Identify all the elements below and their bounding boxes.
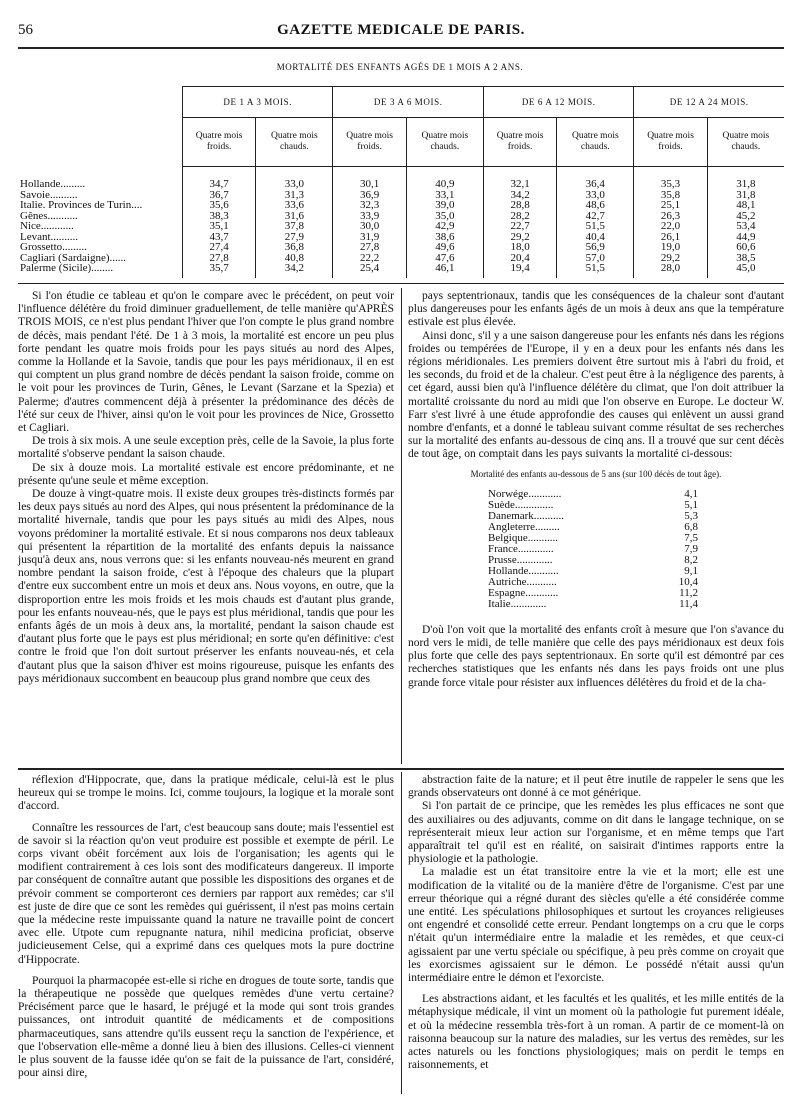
paragraph: abstraction faite de la nature; et il peut être inutile de rappeler le sens que les grands observateurs ont donné à ce mot générique. bbox=[408, 774, 784, 800]
country-cell: Nice............ bbox=[20, 220, 74, 232]
value-cell: 27,4 bbox=[183, 242, 256, 253]
value-cell: 25,4 bbox=[333, 263, 406, 278]
value-cell: 40,8 bbox=[256, 253, 333, 264]
paragraph: pays septentrionaux, tandis que les conséquences de la chaleur sont d'autant plus dangereuses pour les enfants âgés de un mois à deux ans que la température estivale est plus élevée. bbox=[408, 290, 784, 329]
value-cell: 6,8 bbox=[684, 520, 698, 533]
value-cell: 34,7 bbox=[183, 167, 256, 190]
value-cell: 31,8 bbox=[707, 190, 784, 201]
value-cell: 9,1 bbox=[684, 564, 698, 577]
value-cell: 57,0 bbox=[557, 253, 634, 264]
value-cell: 28,0 bbox=[634, 263, 707, 278]
column-rule bbox=[401, 772, 402, 1094]
country-cell: Espagne............ bbox=[488, 586, 559, 599]
value-cell: 47,6 bbox=[406, 253, 483, 264]
value-cell: 5,3 bbox=[684, 509, 698, 522]
value-cell: 35,7 bbox=[183, 263, 256, 278]
value-cell: 4,1 bbox=[684, 487, 698, 500]
subheader-cold: Quatre mois froids. bbox=[634, 118, 707, 167]
value-cell: 34,2 bbox=[483, 190, 556, 201]
paragraph: Connaître les ressources de l'art, c'est beaucoup sans doute; mais l'essentiel est de savoir si la réaction qu'on veut produire est possible et exempte de péril. Le corps vivant obéit forcément aux lois de l'organisation; les agents qui le modifient contrairement à ces lois sont des modificateurs dangereux. Il importe par conséquent de connaître autant que possible les dispositions des organes et de prévoir comment se comporteront ces derniers par rapport aux remèdes; car s'il est juste de dire que ce sont les remèdes qui guérissent, il n'est pas moins certain que la médecine reste impuissante quand la nature ne travaille point de concert avec elle. Utpote cum repugnante natura, nihil medicina proficiat, observe judicieusement Celse, qui a exprimé dans ces quelques mots la pure doctrine d'Hippocrate. bbox=[18, 821, 394, 966]
group-header: DE 12 A 24 MOIS. bbox=[634, 87, 784, 118]
paragraph: De six à douze mois. La mortalité estivale est encore prédominante, et ne présente qu'une seule et même exception. bbox=[18, 461, 394, 487]
value-cell: 35,8 bbox=[634, 190, 707, 201]
value-cell: 27,9 bbox=[256, 232, 333, 243]
text-column-left bbox=[18, 290, 394, 686]
value-cell: 36,8 bbox=[256, 242, 333, 253]
paragraph: Si l'on partait de ce principe, que les remèdes les plus efficaces ne sont que des auxiliaires ou des adjuvants, comme on dit dans le langage technique, on se représenterait mieux leur action sur l'organisme, et en même temps que l'art apparaîtrait tel qu'il est en réalité, on saisirait d'intimes rapports entre la physiologie et la pathologie. bbox=[408, 800, 784, 866]
section-rule bbox=[18, 768, 784, 770]
value-cell: 22,7 bbox=[483, 221, 556, 232]
country-cell: Belgique........... bbox=[488, 531, 558, 544]
value-cell: 26,1 bbox=[634, 232, 707, 243]
value-cell: 11,2 bbox=[679, 586, 698, 599]
paragraph: Pourquoi la pharmacopée est-elle si riche en drogues de toute sorte, tandis que la thérapeutique ne possède que quelques remèdes d'une vertu certaine? Précisément parce que le hasard, le préjugé et la mode qui sont trois grandes puissances, ont introduit quantité de médicaments et de compositions pharmaceutiques, sans attendre qu'ils eussent reçu la sanction de l'expérience, et que l'observation elle-même a donné lieu à bien des illusions. Celles-ci viennent le plus souvent de la fausse idée qu'on se fait de la puissance de l'art, considéré, pour ainsi dire, bbox=[18, 974, 394, 1080]
value-cell: 38,5 bbox=[707, 253, 784, 264]
value-cell: 28,2 bbox=[483, 211, 556, 222]
subheader-cold: Quatre mois froids. bbox=[183, 118, 256, 167]
table-row bbox=[488, 599, 698, 610]
paragraph: Les abstractions aidant, et les facultés et les qualités, et les mille entités de la métaphysique médicale, il vint un moment où la pathologie fut purement idéale, et où la médecine ressembla très-fort à un roman. A partir de ce moment-là on raisonna beaucoup sur la nature des maladies, sur les vertus des remèdes, sur les actes naturels ou les fonctions physiologiques; mais on perdit le temps en raisonnements, et bbox=[408, 993, 784, 1072]
value-cell: 60,6 bbox=[707, 242, 784, 253]
country-cell: France............. bbox=[488, 542, 554, 555]
value-cell: 7,9 bbox=[684, 542, 698, 555]
value-cell: 27,8 bbox=[333, 242, 406, 253]
country-cell: Grossetto......... bbox=[20, 241, 87, 253]
subheader-warm: Quatre mois chauds. bbox=[406, 118, 483, 167]
value-cell: 28,8 bbox=[483, 200, 556, 211]
paragraph: De douze à vingt-quatre mois. Il existe deux groupes très-distincts formés par les deux pays situés au nord des Alpes, qui nous présentent la prédominance de la mortalité hivernale, tandis que pour les pays situés au midi des Alpes, nous voyons prédominer la mortalité estivale. Et si nous comparons nos deux tableaux qui présentent la répartition de la mortalité des enfants depuis la naissance jusqu'à deux ans, nous verrons que: si les enfants nouveau-nés meurent en grand nombre pendant la saison froide, c'est à l'époque des chaleurs que la plupart d'entre eux succombent entre un mois et deux ans. Nous voyons, en outre, que la disproportion entre les mois froids et les mois chauds est d'autant plus grande, pour les enfants nouveau-nés, que le pays est plus méridional, tandis que pour les enfants âgés de un mois à deux ans, la mortalité, pendant la saison chaude est d'autant plus forte que le pays est plus méridional; en sorte qu'en définitive: c'est contre le froid que l'on doit surtout préserver les enfants nouveau-nés, et cela d'autant plus que la saison d'hiver est moins rigoureuse, puisque les enfants des pays méridionaux succombent en beaucoup plus grand nombre que ceux des bbox=[18, 488, 394, 685]
under5-table bbox=[488, 489, 698, 610]
country-cell: Suède.............. bbox=[488, 498, 554, 511]
country-cell: Hollande........... bbox=[488, 564, 559, 577]
value-cell: 19,4 bbox=[483, 263, 556, 278]
value-cell: 27,8 bbox=[183, 253, 256, 264]
country-cell: Cagliari (Sardaigne)...... bbox=[20, 251, 126, 264]
country-cell: Norwége............ bbox=[488, 487, 562, 500]
value-cell: 35,1 bbox=[183, 221, 256, 232]
table-row bbox=[18, 242, 784, 253]
value-cell: 26,3 bbox=[634, 211, 707, 222]
value-cell: 31,8 bbox=[707, 167, 784, 190]
value-cell: 33,1 bbox=[406, 190, 483, 201]
subheader-cold: Quatre mois froids. bbox=[333, 118, 406, 167]
value-cell: 36,9 bbox=[333, 190, 406, 201]
table-row bbox=[18, 263, 784, 278]
value-cell: 53,4 bbox=[707, 221, 784, 232]
value-cell: 46,1 bbox=[406, 263, 483, 278]
paragraph: De trois à six mois. A une seule exception près, celle de la Savoie, la plus forte mortalité s'observe pendant la saison chaude. bbox=[18, 435, 394, 461]
text-column-right-lower bbox=[408, 774, 784, 1072]
country-cell: Prusse............. bbox=[488, 553, 553, 566]
column-rule bbox=[401, 288, 402, 764]
value-cell: 19,0 bbox=[634, 242, 707, 253]
value-cell: 48,6 bbox=[557, 200, 634, 211]
value-cell: 7,5 bbox=[684, 531, 698, 544]
value-cell: 22,0 bbox=[634, 221, 707, 232]
value-cell: 39,0 bbox=[406, 200, 483, 211]
value-cell: 38,6 bbox=[406, 232, 483, 243]
value-cell: 45,0 bbox=[707, 263, 784, 278]
subheader-cold: Quatre mois froids. bbox=[483, 118, 556, 167]
value-cell: 29,2 bbox=[634, 253, 707, 264]
value-cell: 33,0 bbox=[557, 190, 634, 201]
table-row bbox=[18, 221, 784, 232]
country-cell: Savoie.......... bbox=[20, 188, 78, 201]
group-header: DE 6 A 12 MOIS. bbox=[483, 87, 633, 118]
country-cell: Italie. Provinces de Turin.... bbox=[20, 199, 143, 211]
text-column-left-lower bbox=[18, 774, 394, 1080]
subheader-warm: Quatre mois chauds. bbox=[557, 118, 634, 167]
value-cell: 37,8 bbox=[256, 221, 333, 232]
value-cell: 51,5 bbox=[557, 263, 634, 278]
value-cell: 18,0 bbox=[483, 242, 556, 253]
mortality-table bbox=[18, 86, 784, 278]
country-cell: Hollande......... bbox=[20, 177, 86, 190]
value-cell: 34,2 bbox=[256, 263, 333, 278]
value-cell: 40,9 bbox=[406, 167, 483, 190]
country-cell: Gênes........... bbox=[20, 209, 78, 222]
group-header: DE 3 A 6 MOIS. bbox=[333, 87, 483, 118]
paragraph: La maladie est un état transitoire entre la vie et la mort; elle est une modification de la vitalité ou de la manière d'être de l'organisme. C'est par une erreur théorique qui a régné durant des siècles qu'elle a été considérée comme une entité. Les spéculations philosophiques et surtout les croyances religieuses ont engendré et consolidé cette erreur. Pendant longtemps on a cru que le corps n'était qu'un intermédiaire entre la maladie et les remèdes, et que ceux-ci agissaient par une vertu spéciale ou spécifique, à peu près comme on croyait que les exorcismes agissaient sur le démon. Le possédé n'était aussi qu'un intermédiaire entre le démon et l'exorciste. bbox=[408, 866, 784, 985]
table-bottom-rule bbox=[18, 283, 784, 284]
journal-title: GAZETTE MEDICALE DE PARIS. bbox=[277, 22, 525, 38]
value-cell: 11,4 bbox=[679, 597, 698, 610]
country-cell: Palerme (Sicile)........ bbox=[20, 262, 114, 274]
value-cell: 48,1 bbox=[707, 200, 784, 211]
value-cell: 32,3 bbox=[333, 200, 406, 211]
paragraph: réflexion d'Hippocrate, que, dans la pratique médicale, celui-là est le plus heureux qui se trompe le moins. Ici, comme toujours, la logique et la morale sont d'accord. bbox=[18, 774, 394, 813]
value-cell: 38,3 bbox=[183, 211, 256, 222]
value-cell: 51,5 bbox=[557, 221, 634, 232]
value-cell: 31,9 bbox=[333, 232, 406, 243]
page-number: 56 bbox=[18, 22, 33, 38]
value-cell: 31,3 bbox=[256, 190, 333, 201]
table-row bbox=[18, 167, 784, 190]
value-cell: 22,2 bbox=[333, 253, 406, 264]
value-cell: 56,9 bbox=[557, 242, 634, 253]
value-cell: 33,9 bbox=[333, 211, 406, 222]
value-cell: 32,1 bbox=[483, 167, 556, 190]
value-cell: 25,1 bbox=[634, 200, 707, 211]
subheader-warm: Quatre mois chauds. bbox=[256, 118, 333, 167]
value-cell: 35,6 bbox=[183, 200, 256, 211]
country-cell: Levant.......... bbox=[20, 230, 79, 243]
value-cell: 5,1 bbox=[684, 498, 698, 511]
header-rule bbox=[18, 47, 784, 49]
value-cell: 10,4 bbox=[678, 575, 698, 588]
mortality-table-title: MORTALITÉ DES ENFANTS AGÉS DE 1 MOIS A 2 ANS. bbox=[276, 62, 524, 72]
country-cell: Italie............. bbox=[488, 597, 547, 610]
value-cell: 44,9 bbox=[707, 232, 784, 243]
value-cell: 43,7 bbox=[183, 232, 256, 243]
country-cell: Autriche........... bbox=[488, 575, 557, 588]
paragraph: Si l'on étudie ce tableau et qu'on le compare avec le précédent, on peut voir l'influence délétère du froid diminuer graduellement, de telle manière qu'APRÈS TROIS MOIS, ce n'est plus pendant l'hiver que l'on compte le plus grand nombre de décès, mais pendant l'été. De 1 à 3 mois, la mortalité est encore un peu plus forte pendant les quatre mois froids pour les pays situés au nord des Alpes, comme la Hollande et la Savoie, tandis que pour les pays méridionaux, il en est qui comptent un plus grand nombre de décès pendant la saison froide, comme on le voit pour les provinces de Turin, Gênes, le Levant (Sarzane et la Spezia) et Palerme; d'autres commencent déjà à présenter la prédominance des décès de l'été sur ceux de l'hiver, ainsi qu'on le voit pour les provinces de Nice, Grossetto et Cagliari. bbox=[18, 290, 394, 435]
country-cell: Danemark........... bbox=[488, 509, 565, 522]
value-cell: 20,4 bbox=[483, 253, 556, 264]
value-cell: 35,0 bbox=[406, 211, 483, 222]
value-cell: 8,2 bbox=[684, 553, 698, 566]
value-cell: 30,0 bbox=[333, 221, 406, 232]
page-header bbox=[18, 22, 784, 44]
mortality-table-body bbox=[18, 167, 784, 278]
value-cell: 33,0 bbox=[256, 167, 333, 190]
paragraph: Ainsi donc, s'il y a une saison dangereuse pour les enfants nés dans les régions froides ou tempérées de l'Europe, il y en a deux pour les enfants nés dans les régions méridionales. Les premiers doivent être surtout mis à l'abri du froid, et les seconds, du froid et de la chaleur. C'est peut être à la négligence des parents, à cet égard, aussi bien qu'à l'influence délétère du climat, que l'on doit attribuer la mortalité croissante du nord au midi que l'on observe en Europe. Le docteur W. Farr s'est livré à une étude approfondie des causes qui enlèvent un aussi grand nombre d'enfants, et a donné le tableau suivant comme résultat de ses recherches sur la mortalité des enfants au-dessous de cinq ans. Il a trouvé que sur cent décès de tout âge, on comptait dans les pays suivants la mortalité ci-dessous: bbox=[408, 329, 784, 461]
paragraph: D'où l'on voit que la mortalité des enfants croît à mesure que l'on s'avance du nord vers le midi, de telle manière que celle des pays méridionaux est deux fois plus forte que celle des pays septentrionaux. En sorte qu'il est démontré par ces recherches statistiques que les enfants nés dans les pays froids ont une plus grande force vitale pour résister aux influences délétères du froid et de la cha- bbox=[408, 623, 784, 689]
value-cell: 29,2 bbox=[483, 232, 556, 243]
value-cell: 33,6 bbox=[256, 200, 333, 211]
value-cell: 45,2 bbox=[707, 211, 784, 222]
country-cell: Angleterre......... bbox=[488, 520, 560, 533]
under5-table-title: Mortalité des enfants au-dessous de 5 ans (sur 100 décès de tout âge). bbox=[470, 468, 722, 479]
value-cell: 42,9 bbox=[406, 221, 483, 232]
value-cell: 36,7 bbox=[183, 190, 256, 201]
value-cell: 31,6 bbox=[256, 211, 333, 222]
value-cell: 40,4 bbox=[557, 232, 634, 243]
value-cell: 30,1 bbox=[333, 167, 406, 190]
subheader-warm: Quatre mois chauds. bbox=[707, 118, 784, 167]
value-cell: 49,6 bbox=[406, 242, 483, 253]
value-cell: 36,4 bbox=[557, 167, 634, 190]
text-column-right bbox=[408, 290, 784, 690]
group-header: DE 1 A 3 MOIS. bbox=[183, 87, 333, 118]
table-row bbox=[18, 200, 784, 211]
value-cell: 35,3 bbox=[634, 167, 707, 190]
value-cell: 42,7 bbox=[557, 211, 634, 222]
